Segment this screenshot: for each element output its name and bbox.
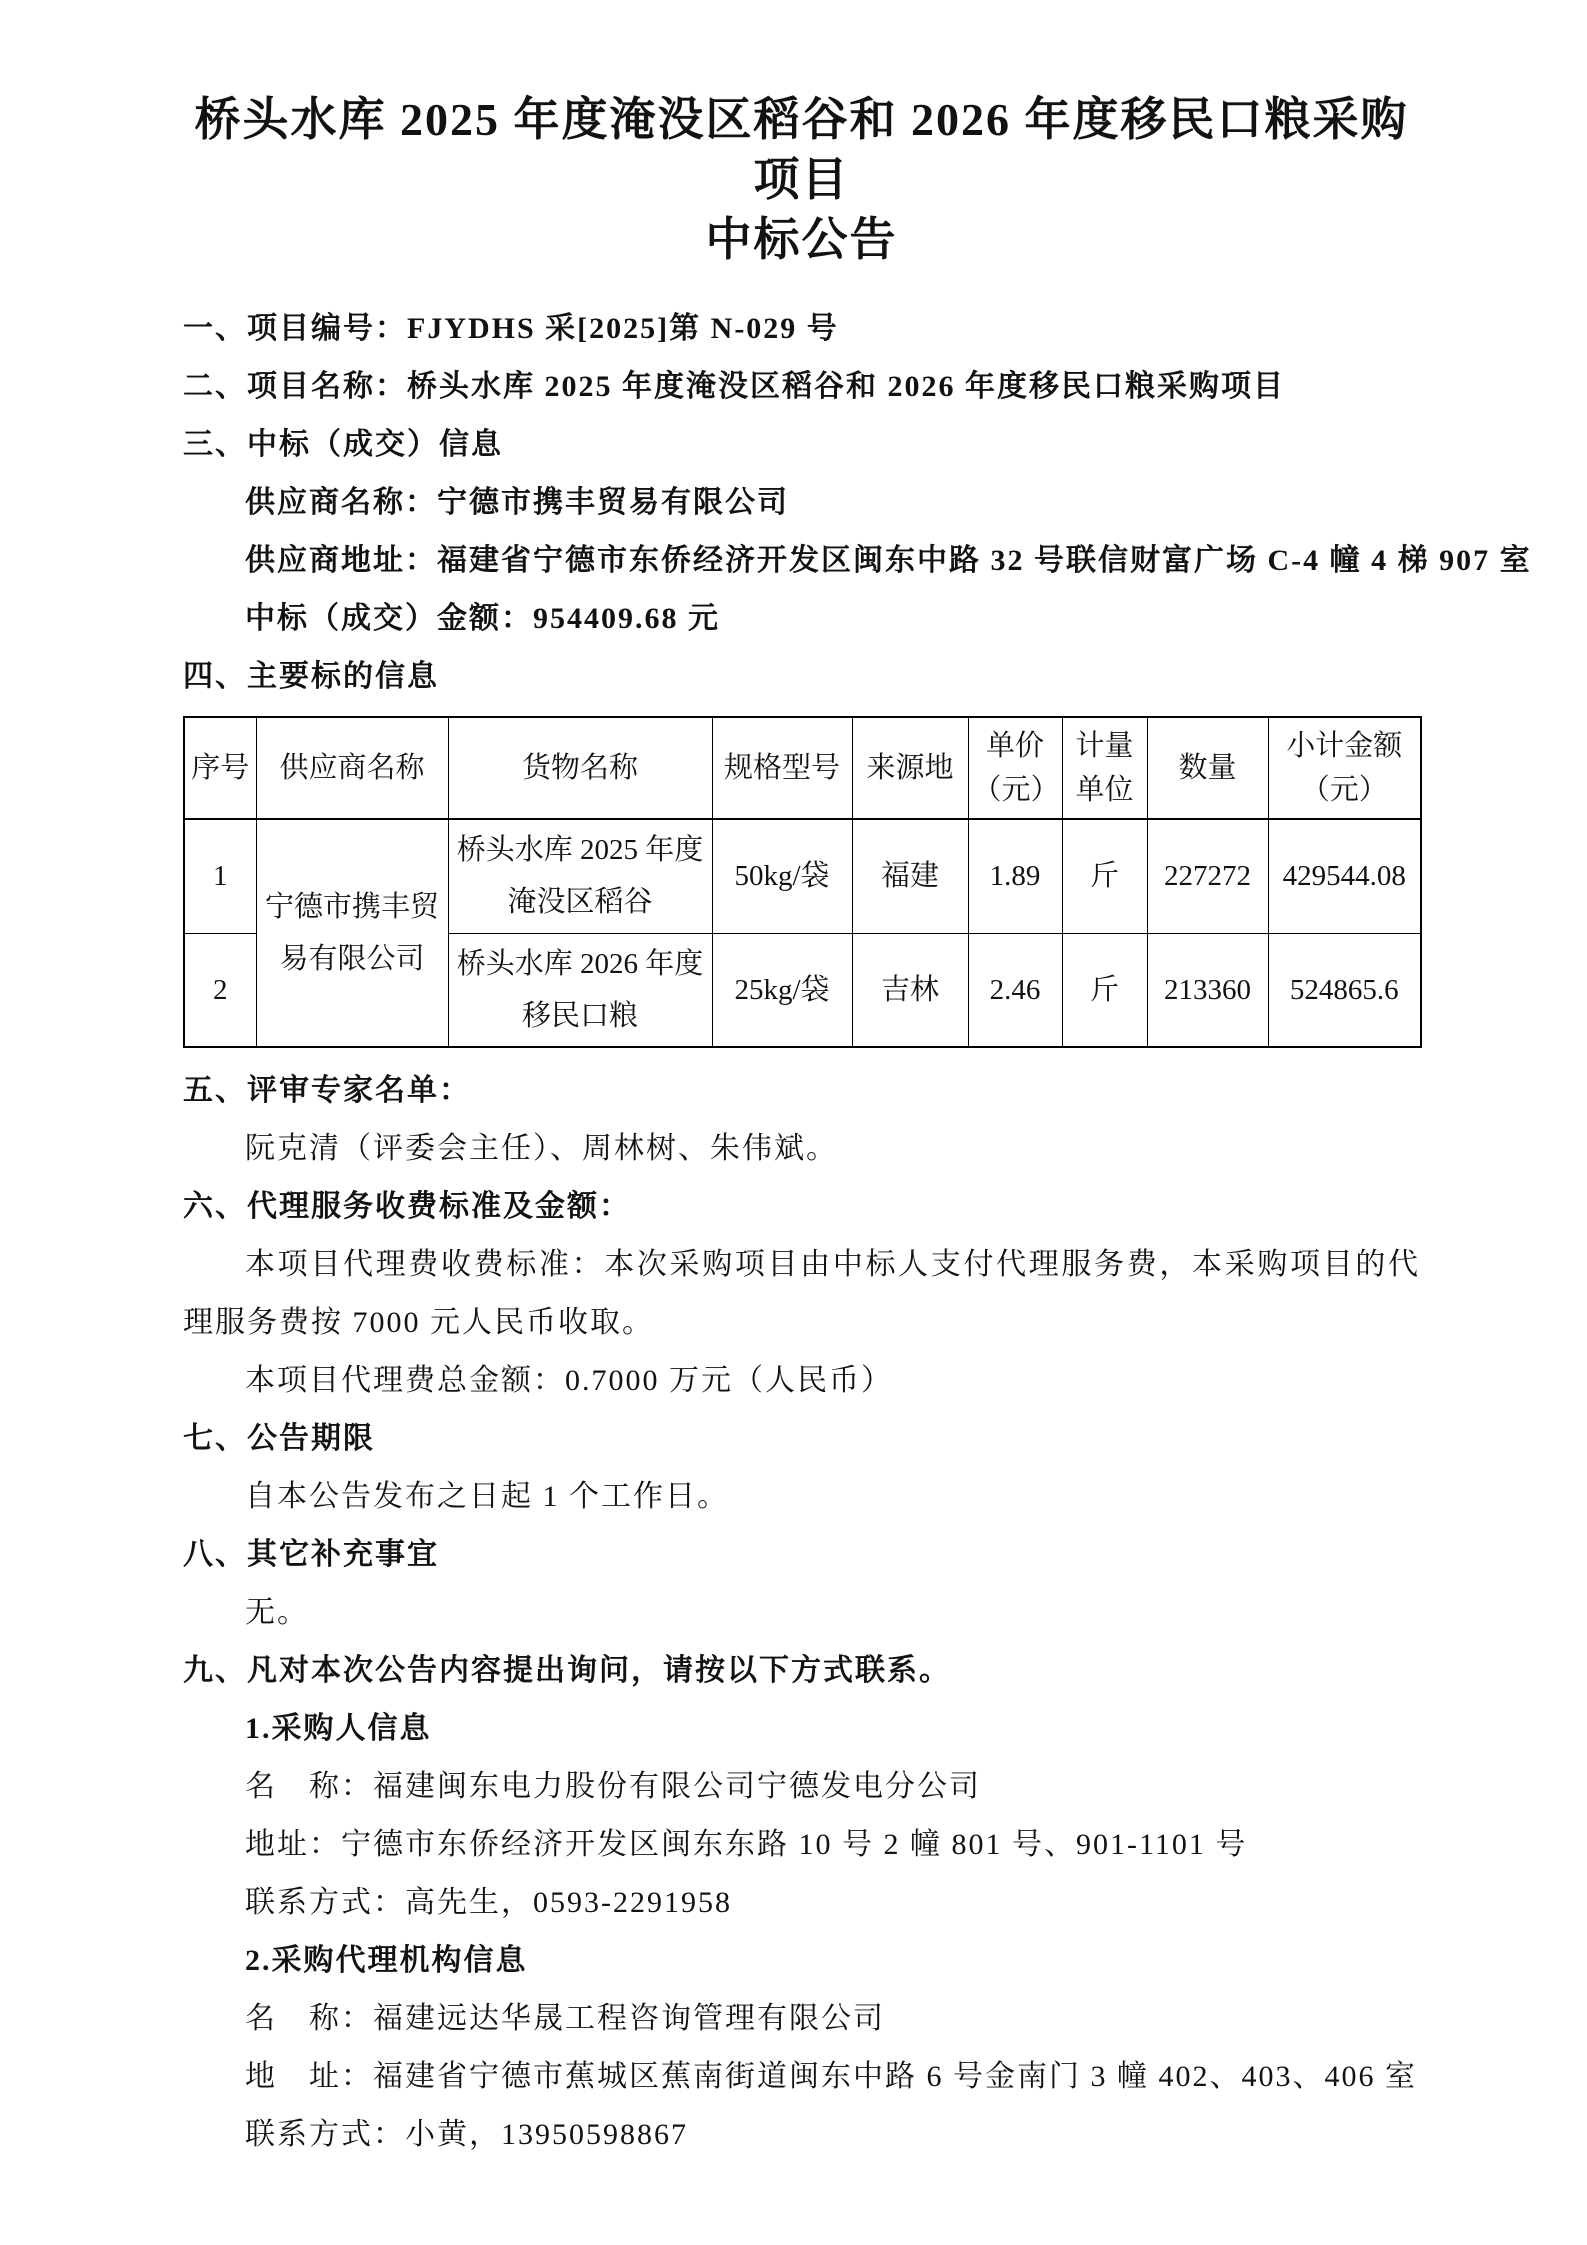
cell-no: 1: [184, 819, 256, 933]
cell-no: 2: [184, 933, 256, 1047]
agency-contact-line: 联系方式：小黄，13950598867: [245, 2118, 688, 2151]
agency-fee-paragraph: 本项目代理费收费标准：本次采购项目由中标人支付代理服务费，本采购项目的代理服务费按 7000 元人民币收取。: [183, 1248, 1420, 1339]
table-row: [184, 819, 1421, 933]
experts-list-line: 阮克清（评委会主任）、周林树、朱伟斌。: [245, 1132, 838, 1165]
cell-unit-price: 1.89: [968, 819, 1062, 933]
cell-origin: 福建: [852, 819, 968, 933]
cell-goods: 桥头水库 2026 年度移民口粮: [448, 933, 712, 1047]
award-amount-line: 中标（成交）金额：954409.68 元: [245, 602, 720, 635]
supplier-name-line: 供应商名称：宁德市携丰贸易有限公司: [245, 486, 789, 519]
cell-subtotal: 429544.08: [1268, 819, 1421, 933]
cell-subtotal: 524865.6: [1268, 933, 1421, 1047]
purchaser-name-line: 名 称：福建闽东电力股份有限公司宁德发电分公司: [245, 1770, 981, 1803]
col-header-unit-price: 单价（元）: [968, 717, 1062, 819]
agency-fee-total-line: 本项目代理费总金额：0.7000 万元（人民币）: [245, 1364, 893, 1397]
document-title: [183, 90, 1420, 270]
cell-spec: 25kg/袋: [712, 933, 852, 1047]
title-line-2: 中标公告: [705, 214, 898, 265]
agency-address-line: 地 址：福建省宁德市蕉城区蕉南街道闽东中路 6 号金南门 3 幢 402、403、406 室: [245, 2060, 1417, 2093]
cell-quantity: 227272: [1147, 819, 1268, 933]
section-contact-heading: 九、凡对本次公告内容提出询问，请按以下方式联系。: [183, 1654, 951, 1687]
other-value-line: 无。: [245, 1596, 309, 1629]
col-header-supplier: 供应商名称: [256, 717, 448, 819]
agency-heading-line: 2.采购代理机构信息: [245, 1944, 528, 1977]
agency-name-line: 名 称：福建远达华晟工程咨询管理有限公司: [245, 2002, 885, 2035]
section-project-name: 二、项目名称：桥头水库 2025 年度淹没区稻谷和 2026 年度移民口粮采购项目: [183, 370, 1285, 403]
col-header-goods: 货物名称: [448, 717, 712, 819]
cell-unit: 斤: [1062, 933, 1147, 1047]
col-header-spec: 规格型号: [712, 717, 852, 819]
cell-goods: 桥头水库 2025 年度淹没区稻谷: [448, 819, 712, 933]
cell-unit: 斤: [1062, 819, 1147, 933]
section-project-number: 一、项目编号：FJYDHS 采[2025]第 N-029 号: [183, 312, 839, 345]
col-header-origin: 来源地: [852, 717, 968, 819]
section-notice-period-heading: 七、公告期限: [183, 1422, 375, 1455]
section-other-heading: 八、其它补充事宜: [183, 1538, 439, 1571]
section-agency-fee-heading: 六、代理服务收费标准及金额：: [183, 1190, 631, 1223]
col-header-subtotal: 小计金额（元）: [1268, 717, 1421, 819]
notice-period-line: 自本公告发布之日起 1 个工作日。: [245, 1480, 729, 1513]
cell-spec: 50kg/袋: [712, 819, 852, 933]
purchaser-address-line: 地址：宁德市东侨经济开发区闽东东路 10 号 2 幢 801 号、901-1101 号: [245, 1828, 1248, 1861]
bid-items-table: [183, 716, 1422, 1048]
col-header-unit: 计量单位: [1062, 717, 1147, 819]
cell-supplier: 宁德市携丰贸易有限公司: [256, 819, 448, 1047]
title-line-1: 桥头水库 2025 年度淹没区稻谷和 2026 年度移民口粮采购项目: [194, 94, 1409, 205]
cell-quantity: 213360: [1147, 933, 1268, 1047]
cell-origin: 吉林: [852, 933, 968, 1047]
purchaser-heading-line: 1.采购人信息: [245, 1712, 432, 1745]
purchaser-contact-line: 联系方式：高先生，0593-2291958: [245, 1886, 732, 1919]
cell-unit-price: 2.46: [968, 933, 1062, 1047]
section-award-info-heading: 三、中标（成交）信息: [183, 428, 503, 461]
col-header-no: 序号: [184, 717, 256, 819]
table-header-row: [184, 717, 1421, 819]
supplier-address-line: 供应商地址：福建省宁德市东侨经济开发区闽东中路 32 号联信财富广场 C-4 幢 4 梯 907 室: [245, 544, 1532, 577]
section-experts-heading: 五、评审专家名单：: [183, 1074, 471, 1107]
section-subject-heading: 四、主要标的信息: [183, 660, 439, 693]
col-header-quantity: 数量: [1147, 717, 1268, 819]
